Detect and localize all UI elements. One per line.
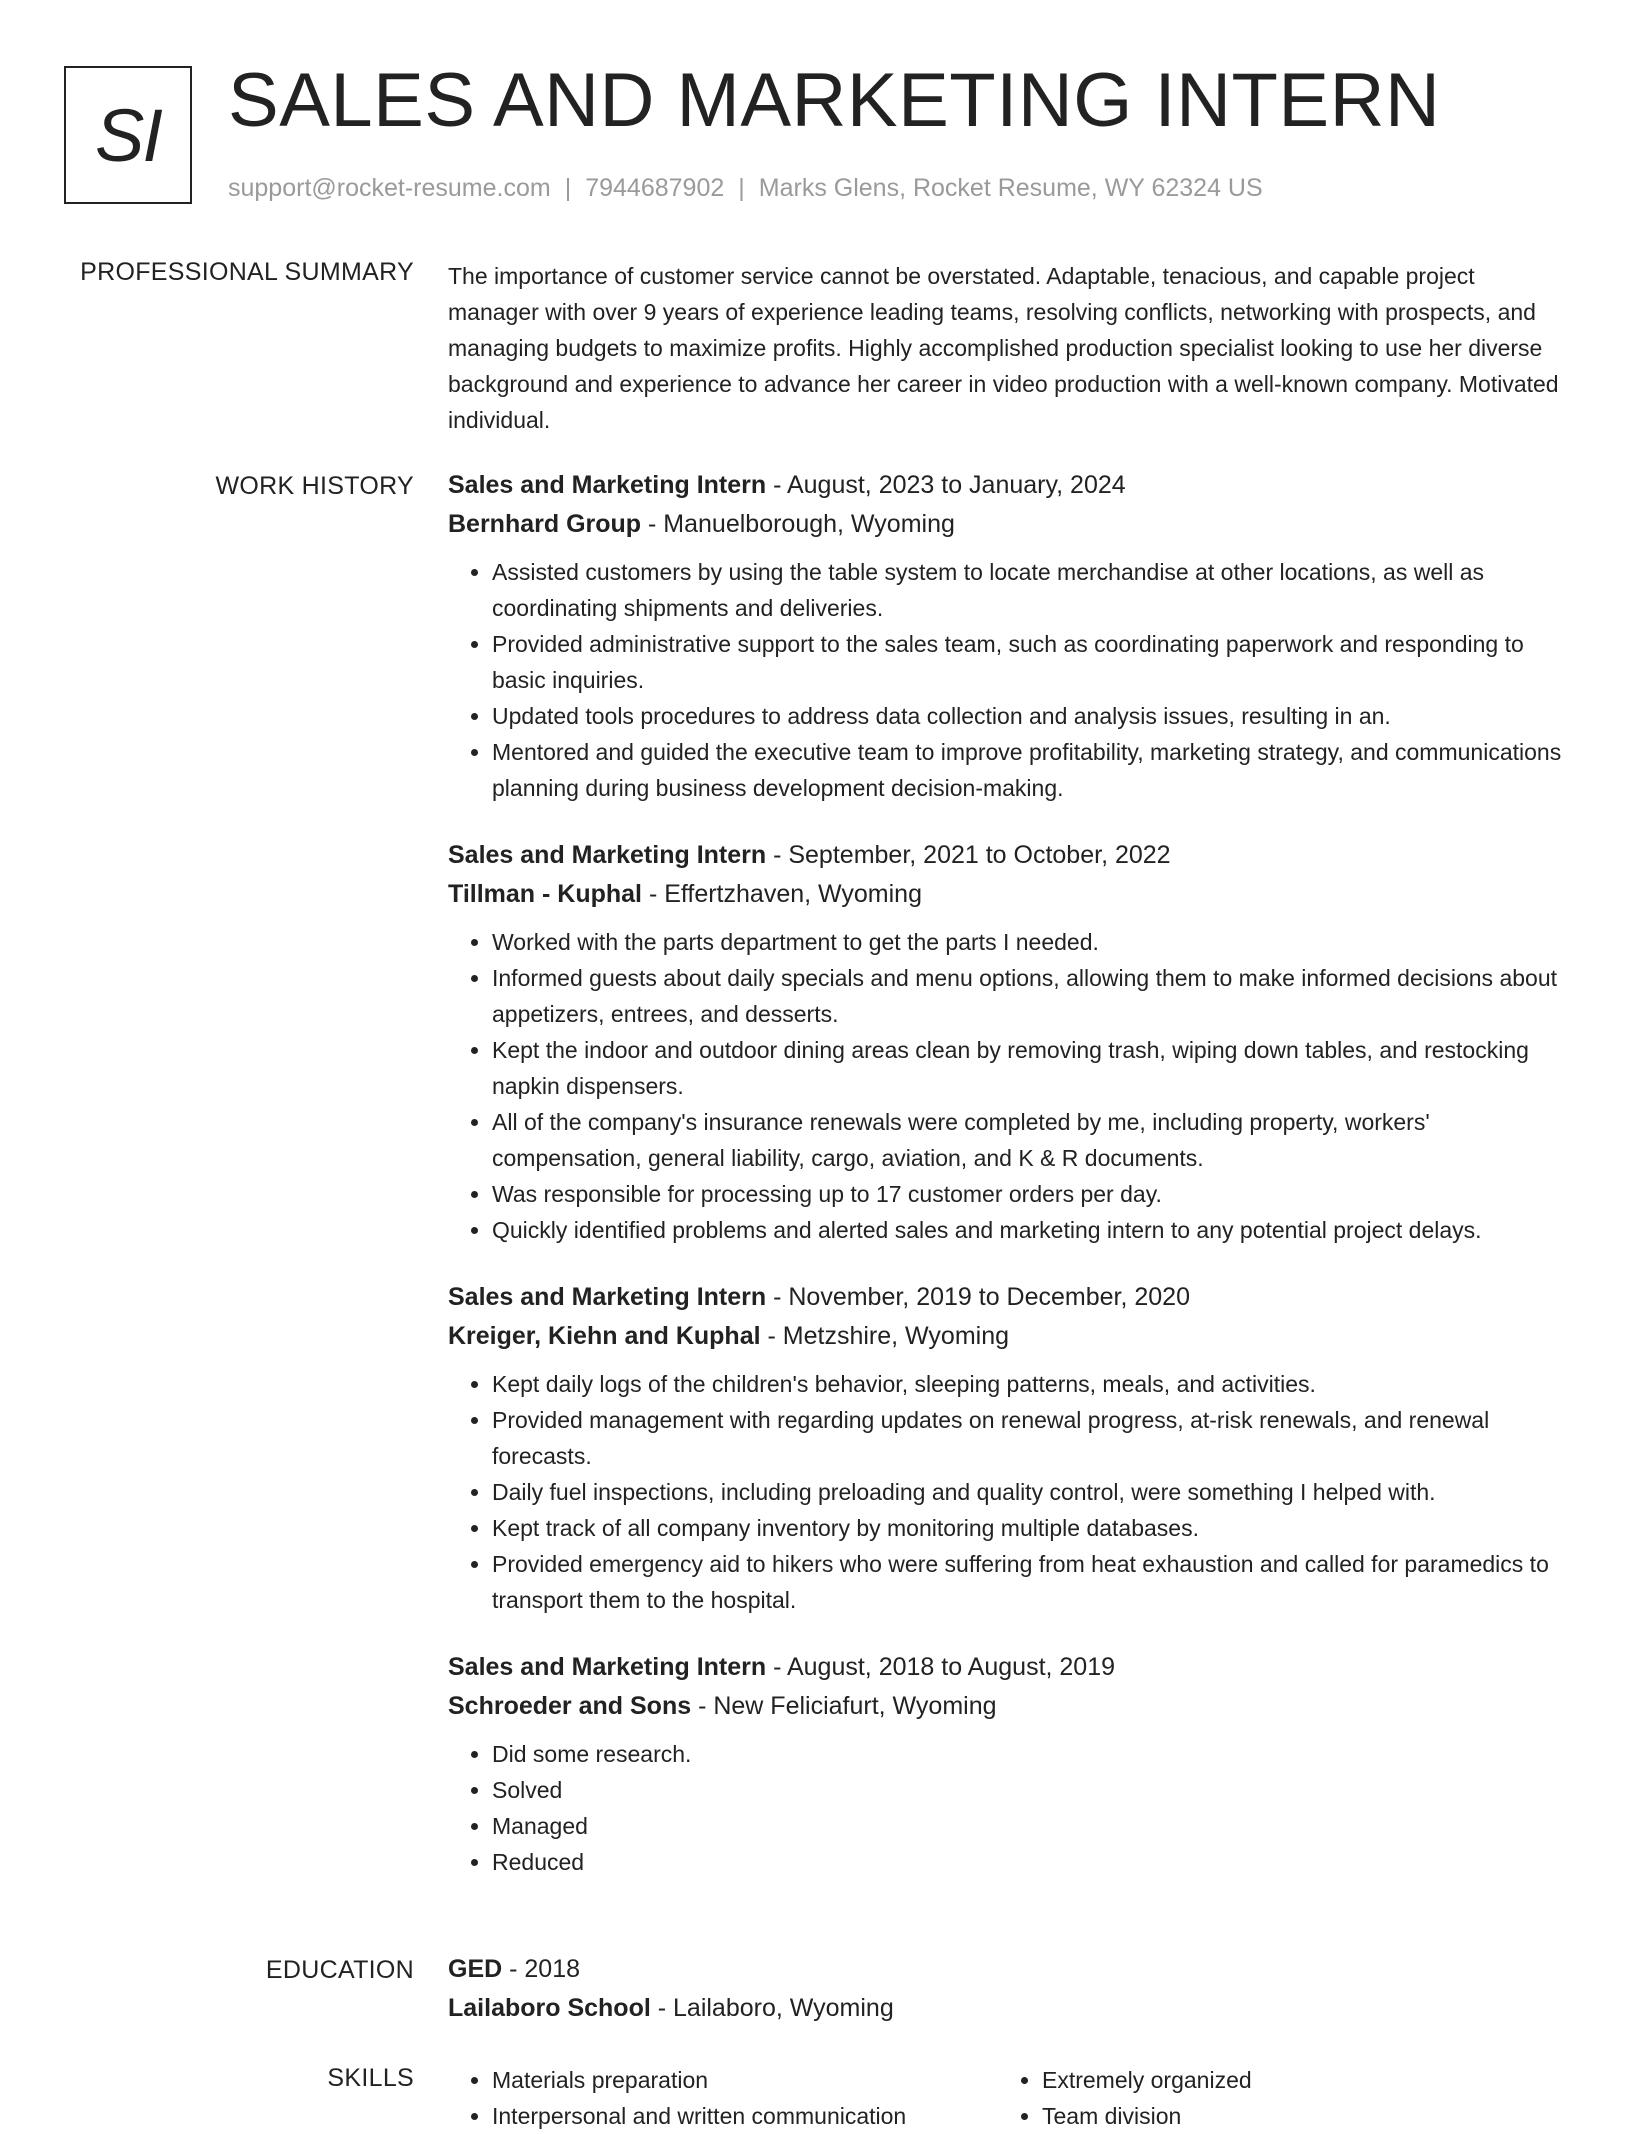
skills-list-right [998, 2062, 1548, 2134]
skill-item: • Team division [1042, 2098, 1548, 2134]
job-entry [448, 1278, 1568, 1618]
education-degree: GED [448, 1955, 503, 1983]
job-company-line [448, 1317, 1568, 1356]
skills-grid [448, 2062, 1568, 2134]
job-location: - New Feliciafurt, Wyoming [691, 1692, 997, 1720]
job-company: Tillman - Kuphal [448, 880, 642, 908]
list-item: • Kept the indoor and outdoor dining areas clean by removing trash, wiping down tables, and restocking napkin dispensers. [492, 1032, 1568, 1104]
list-item: • Kept track of all company inventory by monitoring multiple databases. [492, 1510, 1568, 1546]
job-company-line [448, 875, 1568, 914]
education-degree-line [448, 1950, 1568, 1989]
job-title-line [448, 1648, 1568, 1687]
education-body [448, 1950, 1568, 2028]
education-year: - 2018 [502, 1955, 581, 1983]
job-entry [448, 1648, 1568, 1880]
job-location: - Effertzhaven, Wyoming [642, 880, 922, 908]
summary-body [448, 258, 1568, 438]
job-company: Kreiger, Kiehn and Kuphal [448, 1322, 761, 1350]
job-dates: - November, 2019 to December, 2020 [766, 1283, 1190, 1311]
skills-column-left [448, 2062, 998, 2134]
list-item: • Mentored and guided the executive team to improve profitability, marketing strategy, and communications planning during business development decision-making. [492, 734, 1568, 806]
list-item: • Informed guests about daily specials and menu options, allowing them to make informed decisions about appetizers, entrees, and desserts. [492, 960, 1568, 1032]
job-company-line [448, 505, 1568, 544]
job-bullets [448, 554, 1568, 806]
contact-email: support@rocket-resume.com [228, 174, 551, 202]
skills-list-left [448, 2062, 998, 2134]
job-entry [448, 466, 1568, 806]
job-company-line [448, 1687, 1568, 1726]
job-dates: - September, 2021 to October, 2022 [766, 841, 1171, 869]
job-title: Sales and Marketing Intern [448, 1653, 767, 1681]
contact-separator: | [738, 174, 745, 202]
list-item: • Kept daily logs of the children's behavior, sleeping patterns, meals, and activities. [492, 1366, 1568, 1402]
list-item: • Was responsible for processing up to 17 customer orders per day. [492, 1176, 1568, 1212]
list-item: • Solved [492, 1772, 1568, 1808]
list-item: • Updated tools procedures to address data collection and analysis issues, resulting in an. [492, 698, 1568, 734]
skill-item: • Extremely organized [1042, 2062, 1548, 2098]
section-label-summary: PROFESSIONAL SUMMARY [80, 258, 414, 286]
list-item: • Provided management with regarding updates on renewal progress, at-risk renewals, and renewal forecasts. [492, 1402, 1568, 1474]
skill-item: • Interpersonal and written communication [492, 2098, 998, 2134]
monogram-logo: SI [64, 66, 192, 204]
job-dates: - August, 2023 to January, 2024 [766, 471, 1126, 499]
job-title: Sales and Marketing Intern [448, 1283, 767, 1311]
education-school-line [448, 1989, 1568, 2028]
job-dates: - August, 2018 to August, 2019 [766, 1653, 1116, 1681]
contact-phone: 7944687902 [585, 174, 725, 202]
contact-address: Marks Glens, Rocket Resume, WY 62324 US [758, 174, 1263, 202]
job-bullets [448, 1366, 1568, 1618]
list-item: • Provided emergency aid to hikers who were suffering from heat exhaustion and called for paramedics to transport them to the hospital. [492, 1546, 1568, 1618]
education-location: - Lailaboro, Wyoming [650, 1994, 894, 2022]
job-bullets [448, 924, 1568, 1248]
job-title-line [448, 1278, 1568, 1317]
job-location: - Manuelborough, Wyoming [641, 510, 955, 538]
job-location: - Metzshire, Wyoming [760, 1322, 1009, 1350]
job-bullets [448, 1736, 1568, 1880]
list-item: • Quickly identified problems and alerted sales and marketing intern to any potential project delays. [492, 1212, 1568, 1248]
list-item: • Assisted customers by using the table system to locate merchandise at other locations, as well as coordinating shipments and deliveries. [492, 554, 1568, 626]
job-title: Sales and Marketing Intern [448, 841, 767, 869]
list-item: • Reduced [492, 1844, 1568, 1880]
list-item: • Worked with the parts department to get the parts I needed. [492, 924, 1568, 960]
job-company: Schroeder and Sons [448, 1692, 692, 1720]
summary-text: The importance of customer service cannot be overstated. Adaptable, tenacious, and capable project manager with over 9 years of experience leading teams, resolving conflicts, networking with prospects, and managing budgets to maximize profits. Highly accomplished production specialist looking to use her diverse background and experience to advance her career in video production with a well-known company. Motivated individual. [448, 263, 1559, 433]
skill-item: • Materials preparation [492, 2062, 998, 2098]
list-item: • Did some research. [492, 1736, 1568, 1772]
skills-body [448, 2062, 1568, 2134]
contact-line [228, 174, 1263, 203]
section-label-education: EDUCATION [265, 1956, 414, 1984]
candidate-name: SALES AND MARKETING INTERN [228, 58, 1441, 143]
section-label-skills: SKILLS [327, 2064, 414, 2092]
job-company: Bernhard Group [448, 510, 642, 538]
job-title: Sales and Marketing Intern [448, 471, 767, 499]
list-item: • All of the company's insurance renewals were completed by me, including property, workers' compensation, general liability, cargo, aviation, and K & R documents. [492, 1104, 1568, 1176]
job-title-line [448, 466, 1568, 505]
list-item: • Daily fuel inspections, including preloading and quality control, were something I helped with. [492, 1474, 1568, 1510]
job-entry [448, 836, 1568, 1248]
education-school: Lailaboro School [448, 1994, 651, 2022]
section-label-work-history: WORK HISTORY [215, 472, 414, 500]
list-item: • Managed [492, 1808, 1568, 1844]
work-history-body [448, 466, 1568, 1900]
list-item: • Provided administrative support to the sales team, such as coordinating paperwork and responding to basic inquiries. [492, 626, 1568, 698]
contact-separator: | [564, 174, 572, 202]
skills-column-right [998, 2062, 1548, 2134]
job-title-line [448, 836, 1568, 875]
